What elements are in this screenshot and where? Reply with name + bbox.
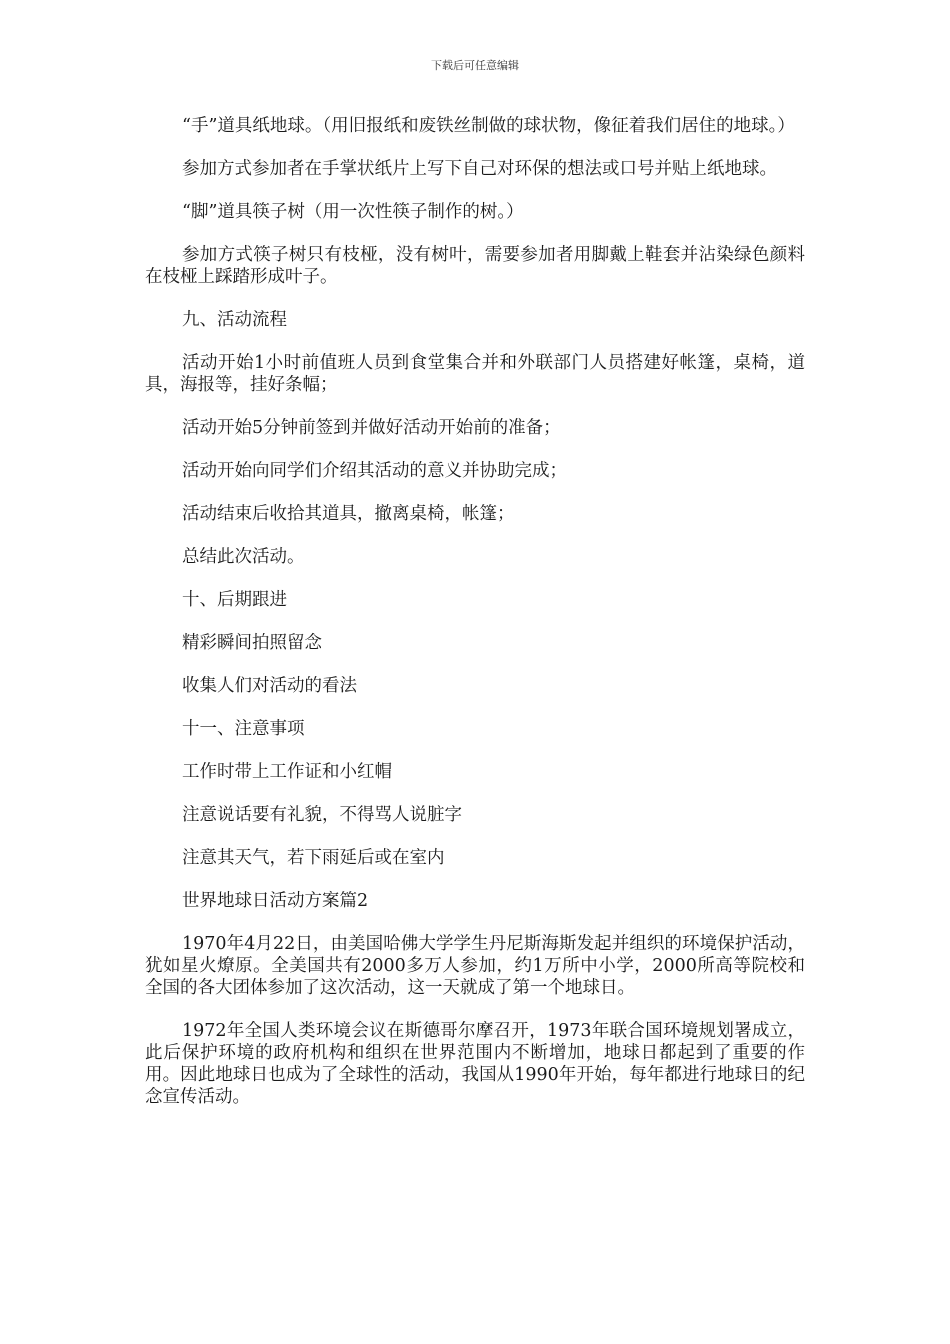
page-header: 下载后可任意编辑: [431, 59, 519, 72]
paragraph: 注意其天气，若下雨延后或在室内: [182, 848, 445, 868]
paragraph: “手”道具纸地球。（用旧报纸和废铁丝制做的球状物，像征着我们居住的地球。）: [182, 116, 795, 136]
section-heading: 世界地球日活动方案篇2: [182, 891, 369, 911]
paragraph: 活动开始5分钟前签到并做好活动开始前的准备；: [182, 418, 561, 438]
paragraph: 总结此次活动。: [182, 547, 305, 567]
paragraph: 1972年全国人类环境会议在斯德哥尔摩召开，1973年联合国环境规划署成立，此后保护环境的政府机构和组织在世界范围内不断增加，地球日都起到了重要的作用。因此地球日也成为了全球性的活动，我国从1990年开始，每年都进行地球日的纪念宣传活动。: [145, 1021, 805, 1107]
paragraph: 参加方式筷子树只有枝桠，没有树叶，需要参加者用脚戴上鞋套并沾染绿色颜料在枝桠上踩踏形成叶子。: [145, 245, 805, 287]
paragraph: 1970年4月22日，由美国哈佛大学学生丹尼斯海斯发起并组织的环境保护活动，犹如星火燎原。全美国共有2000多万人参加，约1万所中小学，2000所高等院校和全国的各大团体参加了这次活动，这一天就成了第一个地球日。: [145, 934, 805, 998]
paragraph: 活动结束后收拾其道具，撤离桌椅，帐篷；: [182, 504, 515, 524]
paragraph: 精彩瞬间拍照留念: [182, 633, 322, 653]
paragraph: 注意说话要有礼貌，不得骂人说脏字: [182, 805, 462, 825]
document-body: [145, 115, 805, 1129]
paragraph: “脚”道具筷子树（用一次性筷子制作的树。）: [182, 202, 524, 222]
paragraph: 工作时带上工作证和小红帽: [182, 762, 392, 782]
paragraph: 参加方式参加者在手掌状纸片上写下自己对环保的想法或口号并贴上纸地球。: [182, 159, 777, 179]
section-heading: 十一、注意事项: [182, 719, 305, 739]
paragraph: 活动开始1小时前值班人员到食堂集合并和外联部门人员搭建好帐篷，桌椅，道具，海报等，挂好条幅；: [145, 353, 805, 395]
section-heading: 十、后期跟进: [182, 590, 287, 610]
section-heading: 九、活动流程: [182, 310, 287, 330]
paragraph: 活动开始向同学们介绍其活动的意义并协助完成；: [182, 461, 567, 481]
paragraph: 收集人们对活动的看法: [182, 676, 357, 696]
